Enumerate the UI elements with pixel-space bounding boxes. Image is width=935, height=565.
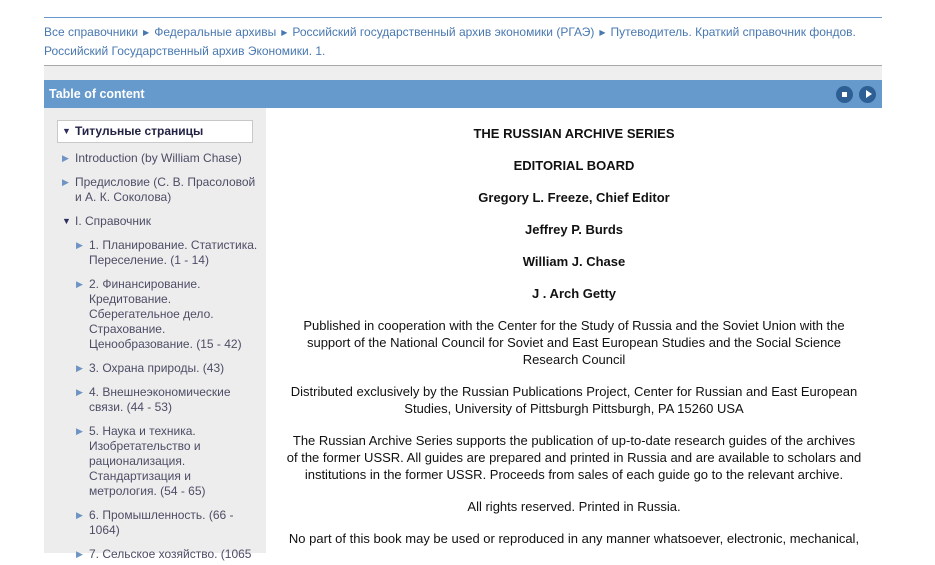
tree-item-section-5[interactable] bbox=[76, 424, 258, 499]
editor-name-chase: William J. Chase bbox=[522, 254, 626, 269]
stop-square-icon bbox=[842, 92, 847, 97]
tree-item-label: Introduction (by William Chase) bbox=[75, 151, 242, 165]
tree-item-label: Предисловие (С. В. Прасоловой и А. К. Соколова) bbox=[75, 175, 256, 204]
triangle-right-icon[interactable]: ▶ bbox=[76, 549, 83, 559]
tree-item-section-4[interactable] bbox=[76, 385, 258, 415]
breadcrumb-link-all-guides[interactable]: Все справочники bbox=[44, 25, 139, 39]
tree-item-preface[interactable] bbox=[62, 175, 258, 205]
tree-item-section-3[interactable] bbox=[76, 361, 258, 376]
tree-item-label: Титульные страницы bbox=[75, 124, 204, 138]
tree-item-label: 6. Промышленность. (66 - 1064) bbox=[89, 508, 234, 537]
tree-item-label: 4. Внешнеэкономические связи. (44 - 53) bbox=[89, 385, 231, 414]
breadcrumb bbox=[44, 18, 882, 65]
triangle-down-icon[interactable]: ▼ bbox=[62, 216, 71, 226]
tree-item-label: 1. Планирование. Статистика. Переселение. (1 - 14) bbox=[89, 238, 258, 267]
toc-tree bbox=[44, 108, 266, 561]
tree-item-label: 7. Сельское хозяйство. (1065 bbox=[89, 547, 252, 561]
breadcrumb-separator-icon: ▶ bbox=[599, 28, 606, 37]
editor-name-burds: Jeffrey P. Burds bbox=[524, 222, 624, 237]
tree-item-label: 3. Охрана природы. (43) bbox=[89, 361, 225, 375]
tree-item-label: 2. Финансирование. Кредитование. Сберегательное дело. Страхование. Ценообразование. (15 - 42) bbox=[89, 277, 242, 351]
editor-name-freeze: Gregory L. Freeze, Chief Editor bbox=[478, 190, 670, 205]
panel-body bbox=[44, 108, 882, 561]
distributed-paragraph: Distributed exclusively by the Russian Publications Project, Center for Russian and East European Studies, University of Pittsburgh Pittsburgh, PA 15260 USA bbox=[290, 384, 858, 416]
series-title: THE RUSSIAN ARCHIVE SERIES bbox=[473, 126, 675, 141]
triangle-right-icon[interactable]: ▶ bbox=[62, 177, 69, 187]
tree-item-label: 5. Наука и техника. Изобретательство и рационализация. Стандартизация и метрология. (54 - 65) bbox=[89, 424, 206, 498]
triangle-right-icon[interactable]: ▶ bbox=[76, 363, 83, 373]
triangle-right-icon[interactable]: ▶ bbox=[76, 510, 83, 520]
tree-item-title-pages[interactable] bbox=[57, 120, 253, 143]
panel-title: Table of content bbox=[49, 87, 145, 101]
tree-item-section-1[interactable] bbox=[76, 238, 258, 268]
breadcrumb-link-rgae[interactable]: Российский государственный архив экономики (РГАЭ) bbox=[292, 25, 595, 39]
collapse-panel-button[interactable] bbox=[836, 86, 853, 103]
play-triangle-icon bbox=[866, 90, 872, 98]
content-area bbox=[266, 108, 882, 553]
triangle-down-icon[interactable]: ▼ bbox=[62, 126, 71, 136]
editor-name-getty: J . Arch Getty bbox=[531, 286, 617, 301]
page bbox=[44, 17, 882, 561]
toc-panel bbox=[44, 65, 882, 561]
rights-paragraph: All rights reserved. Printed in Russia. bbox=[467, 499, 681, 514]
triangle-right-icon[interactable]: ▶ bbox=[76, 240, 83, 250]
breadcrumb-separator-icon: ▶ bbox=[143, 28, 150, 37]
series-description-paragraph: The Russian Archive Series supports the publication of up-to-date research guides of the archives of the former USSR. All guides are prepared and printed in Russia and are available to scholars and institutions in the former USSR. Proceeds from sales of each guide go to the relevant archive. bbox=[286, 433, 862, 482]
breadcrumb-separator-icon: ▶ bbox=[281, 28, 288, 37]
editorial-board-heading: EDITORIAL BOARD bbox=[513, 158, 635, 173]
tree-item-section-6[interactable] bbox=[76, 508, 258, 538]
breadcrumb-current-guide: Путеводитель. Краткий справочник фондов. Российский Государственный архив Экономики. 1. bbox=[44, 25, 856, 58]
toc-header-bar bbox=[44, 80, 882, 108]
published-paragraph: Published in cooperation with the Center for the Study of Russia and the Soviet Union with the support of the National Council for Soviet and East European Studies and the Social Science Research Council bbox=[303, 318, 845, 367]
triangle-right-icon[interactable]: ▶ bbox=[62, 153, 69, 163]
triangle-right-icon[interactable]: ▶ bbox=[76, 426, 83, 436]
no-part-paragraph: No part of this book may be used or reproduced in any manner whatsoever, electronic, mechanical, bbox=[288, 531, 860, 546]
triangle-right-icon[interactable]: ▶ bbox=[76, 387, 83, 397]
tree-item-section-2[interactable] bbox=[76, 277, 258, 352]
tree-item-spravochnik[interactable] bbox=[62, 214, 258, 229]
panel-buttons bbox=[836, 86, 882, 103]
triangle-right-icon[interactable]: ▶ bbox=[76, 279, 83, 289]
breadcrumb-link-federal-archives[interactable]: Федеральные архивы bbox=[154, 25, 277, 39]
tree-item-section-7[interactable] bbox=[76, 547, 258, 562]
expand-panel-button[interactable] bbox=[859, 86, 876, 103]
tree-item-introduction[interactable] bbox=[62, 151, 258, 166]
tree-item-label: I. Справочник bbox=[75, 214, 151, 228]
